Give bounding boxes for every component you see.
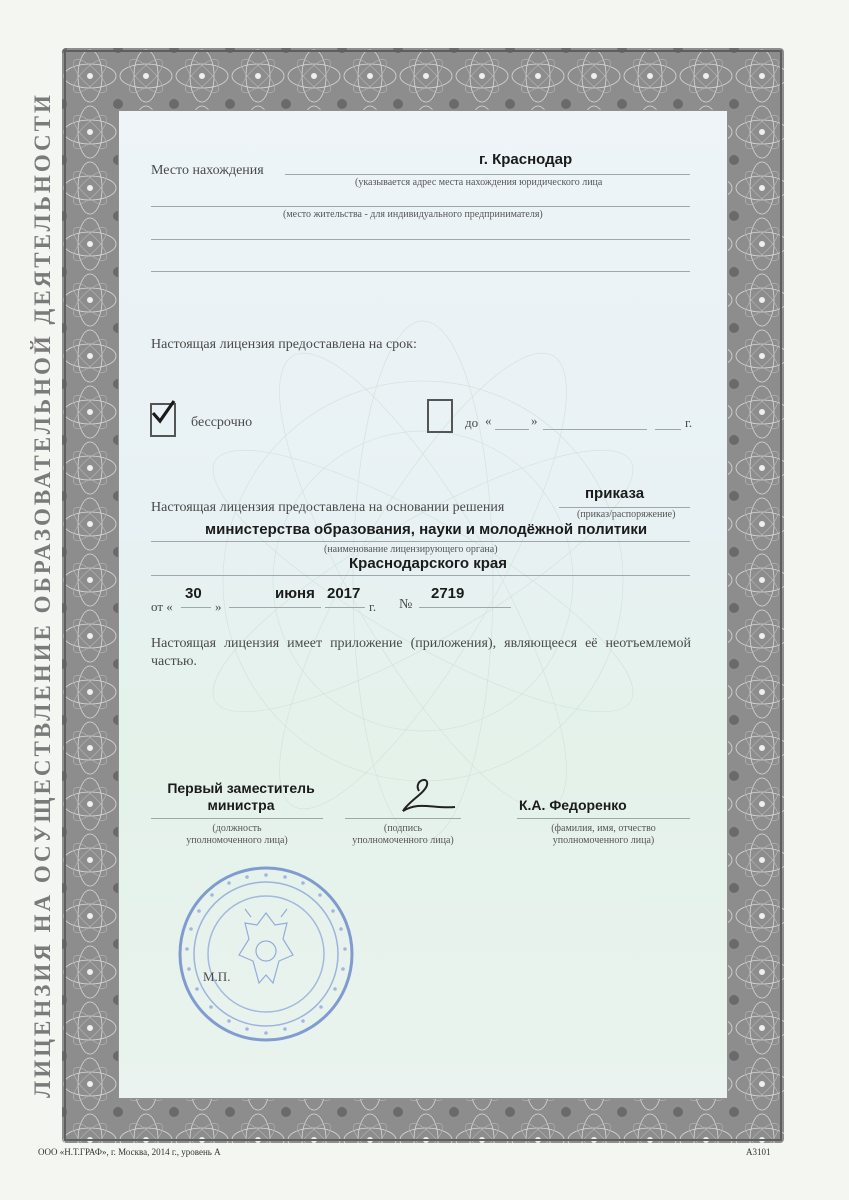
authority-hint: (наименование лицензирующего органа) <box>324 544 498 555</box>
stamp-place-label: М.П. <box>203 969 231 984</box>
signature-hint-2: уполномоченного лица) <box>352 835 454 846</box>
date-year: 2017 <box>327 585 361 602</box>
appendix-note: Настоящая лицензия имеет приложение (приложения), являющееся её неотъемлемой частью. <box>151 636 691 669</box>
handwritten-signature <box>389 771 463 819</box>
date-month-line <box>229 607 321 608</box>
until-prefix: до <box>465 415 479 430</box>
date-quote-close: » <box>215 599 222 614</box>
date-day: 30 <box>185 585 202 602</box>
official-seal-stamp <box>175 863 357 1045</box>
position-hint-2: уполномоченного лица) <box>186 835 288 846</box>
date-day-line <box>181 607 211 608</box>
position-hint-1: (должность <box>212 823 262 834</box>
decision-number-line <box>419 607 511 608</box>
name-hint-1: (фамилия, имя, отчество <box>551 823 656 834</box>
authority-region-line <box>151 575 690 576</box>
until-day-line <box>495 429 529 430</box>
authority-region: Краснодарского края <box>349 555 508 572</box>
name-line <box>517 818 690 819</box>
decision-type-line <box>559 507 690 508</box>
signature-hint-1: (подпись <box>383 823 423 834</box>
location-value: г. Краснодар <box>479 151 573 168</box>
signer-name: К.А. Федоренко <box>519 797 627 813</box>
location-hint-address: (указывается адрес места нахождения юридического лица <box>355 177 603 188</box>
address-line-3 <box>151 239 690 240</box>
unlimited-label: бессрочно <box>191 415 253 430</box>
printer-info: ООО «Н.Т.ГРАФ», г. Москва, 2014 г., уровень А <box>38 1147 221 1157</box>
term-label: Настоящая лицензия предоставлена на срок: <box>151 337 417 352</box>
basis-label: Настоящая лицензия предоставлена на основании решения <box>151 500 505 515</box>
checkmark-icon <box>150 399 176 425</box>
address-line-4 <box>151 271 690 272</box>
location-line <box>285 174 690 175</box>
decision-type-hint: (приказ/распоряжение) <box>577 509 676 520</box>
until-quote-close: » <box>531 413 538 428</box>
until-year-suffix: г. <box>685 415 693 430</box>
decision-number: 2719 <box>431 585 465 602</box>
unlimited-checkbox[interactable] <box>150 403 176 437</box>
authority-line <box>151 541 690 542</box>
signer-position: Первый заместитель министра <box>167 780 315 813</box>
number-sign: № <box>399 597 413 612</box>
until-checkbox[interactable] <box>427 399 453 433</box>
address-line-2 <box>151 206 690 207</box>
until-quote-open: « <box>485 413 492 428</box>
authority-name: министерства образования, науки и молодёжной политики <box>205 521 648 538</box>
date-year-line <box>325 607 365 608</box>
until-month-line <box>543 429 647 430</box>
side-title <box>18 92 68 1098</box>
position-line <box>151 818 323 819</box>
document-body <box>118 110 728 1099</box>
until-year-line <box>655 429 681 430</box>
side-title-text: ЛИЦЕНЗИЯ НА ОСУЩЕСТВЛЕНИЕ ОБРАЗОВАТЕЛЬНОЙ ДЕЯТЕЛЬНОСТИ <box>30 92 55 1098</box>
decision-type: приказа <box>585 485 645 502</box>
date-year-suffix: г. <box>369 599 377 614</box>
form-code: А3101 <box>746 1147 771 1157</box>
location-label: Место нахождения <box>151 163 264 178</box>
location-hint-residence: (место жительства - для индивидуального предпринимателя) <box>283 209 543 220</box>
date-month: июня <box>275 585 315 602</box>
date-prefix: от « <box>151 599 173 614</box>
name-hint-2: уполномоченного лица) <box>552 835 655 846</box>
signature-line <box>345 818 461 819</box>
